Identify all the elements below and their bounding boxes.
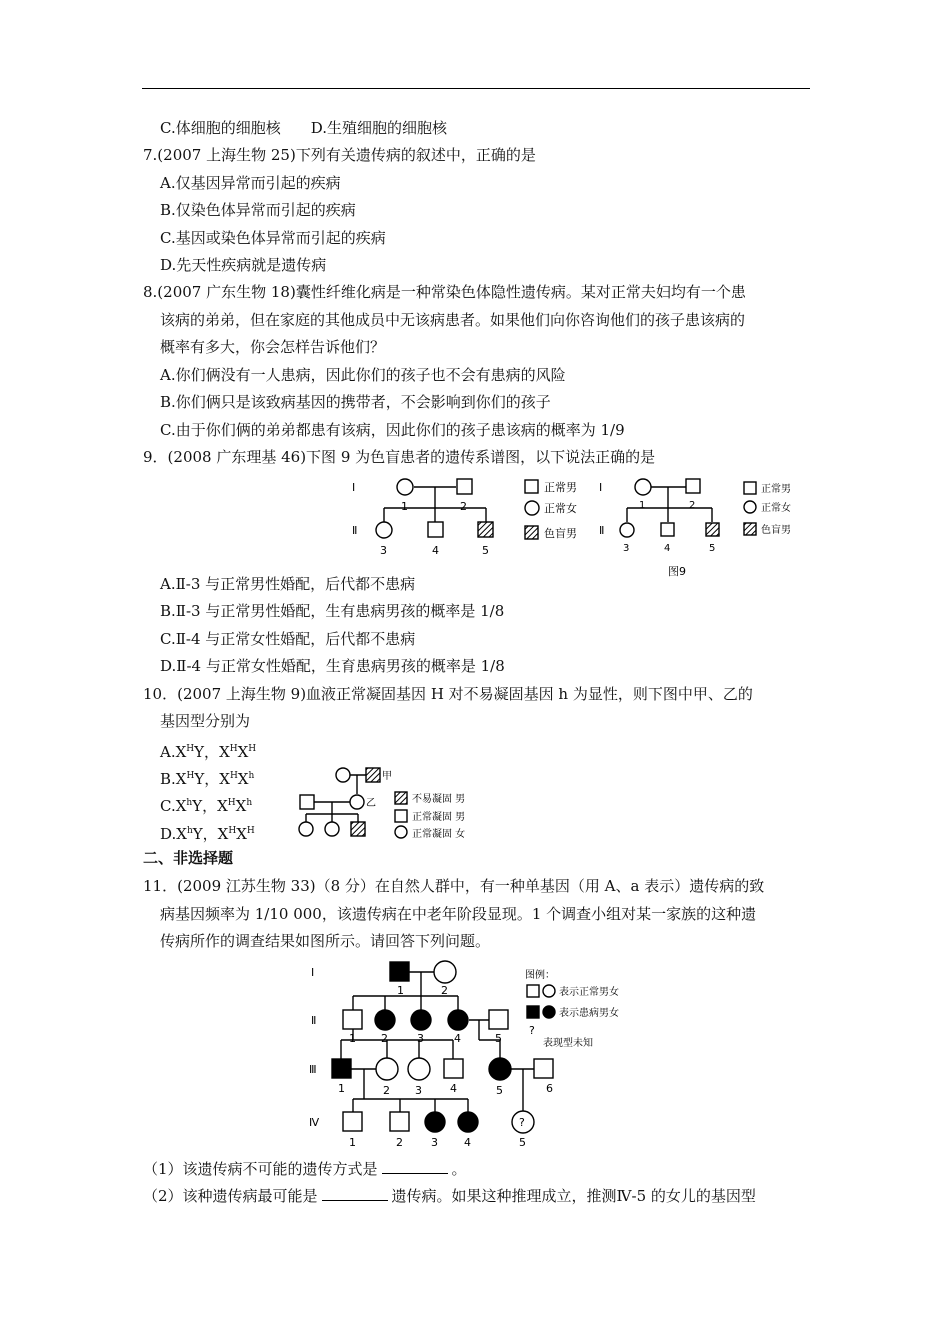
q11-sub2: （2）该种遗传病最可能是 遗传病。如果这种推理成立，推测Ⅳ-5 的女儿的基因型 bbox=[143, 1187, 756, 1205]
q7-option-c: C.基因或染色体异常而引起的疾病 bbox=[160, 229, 386, 247]
fig10-I-female bbox=[336, 768, 350, 782]
fig11-num: 5 bbox=[496, 1084, 503, 1097]
fig9-num: 2 bbox=[460, 500, 467, 513]
fig9-I1-female bbox=[397, 479, 413, 495]
fig9-num-right: 3 bbox=[623, 543, 630, 554]
fig11-num: 5 bbox=[519, 1136, 526, 1149]
fig11-IV2 bbox=[390, 1112, 409, 1131]
fig11-num: 3 bbox=[415, 1084, 422, 1097]
fig11-num: 4 bbox=[464, 1136, 471, 1149]
fig11-I1 bbox=[390, 962, 409, 981]
fig11-gen-II: Ⅱ bbox=[311, 1014, 317, 1027]
answer-blank-2[interactable] bbox=[322, 1186, 388, 1201]
q7-option-a: A.仅基因异常而引起的疾病 bbox=[160, 174, 341, 192]
fig9-II5-affected bbox=[478, 522, 493, 537]
fig9-legend-female: 正常女 bbox=[544, 502, 577, 515]
question-10-line1: 10．(2007 上海生物 9)血液正常凝固基因 H 对不易凝固基因 h 为显性，则下图中甲、乙的 bbox=[143, 685, 753, 703]
fig11-gen-IV: Ⅳ bbox=[309, 1116, 320, 1129]
header-rule bbox=[142, 88, 810, 89]
pedigree-figure-9 bbox=[346, 470, 820, 582]
fig11-II1 bbox=[343, 1010, 362, 1029]
fig11-num: 3 bbox=[417, 1032, 424, 1045]
fig9-legend-affected: 色盲男 bbox=[544, 527, 577, 540]
fig11-gen-I: Ⅰ bbox=[311, 966, 315, 979]
fig9-num-right: 1 bbox=[639, 500, 646, 511]
fig9-gen-I: Ⅰ bbox=[352, 481, 356, 494]
fig9-gen-II: Ⅱ bbox=[352, 524, 358, 537]
fig11-IV3 bbox=[425, 1112, 445, 1132]
fig11-II3 bbox=[411, 1010, 431, 1030]
fig10-legend-1: 不易凝固 男 bbox=[412, 794, 466, 805]
fig10-legend-2: 正常凝固 男 bbox=[412, 812, 466, 823]
fig11-num: 6 bbox=[546, 1082, 553, 1095]
fig11-III1 bbox=[332, 1059, 351, 1078]
fig11-num: 1 bbox=[349, 1032, 356, 1045]
fig9-legend-affected-right: 色盲男 bbox=[761, 525, 791, 536]
fig9-num: 1 bbox=[401, 500, 408, 513]
q9-option-a: A.Ⅱ-3 与正常男性婚配，后代都不患病 bbox=[160, 575, 416, 593]
question-8-line3: 概率有多大，你会怎样告诉他们？ bbox=[160, 338, 386, 356]
pedigree-figure-11 bbox=[303, 956, 655, 1151]
fig11-legend-normal: 表示正常男女 bbox=[559, 987, 619, 998]
fig11-IV1 bbox=[343, 1112, 362, 1131]
fig11-num: 4 bbox=[450, 1082, 457, 1095]
q10-option-b: $B.X^HY$，$X^HX^h$ bbox=[160, 770, 255, 788]
fig11-IV5-question: ? bbox=[519, 1116, 525, 1129]
fig11-III4 bbox=[444, 1059, 463, 1078]
fig11-legend-unknown: 表现型未知 bbox=[543, 1038, 593, 1049]
q6-options-cd: C.体细胞的细胞核 D.生殖细胞的细胞核 bbox=[160, 119, 447, 137]
fig11-num: 5 bbox=[495, 1032, 502, 1045]
fig11-gen-III: Ⅲ bbox=[309, 1063, 317, 1076]
fig11-II4 bbox=[448, 1010, 468, 1030]
fig11-num: 1 bbox=[338, 1082, 345, 1095]
q8-option-b: B.你们俩只是该致病基因的携带者，不会影响到你们的孩子 bbox=[160, 393, 551, 411]
fig11-II2 bbox=[375, 1010, 395, 1030]
fig11-num: 2 bbox=[396, 1136, 403, 1149]
question-7: 7.(2007 上海生物 25)下列有关遗传病的叙述中，正确的是 bbox=[143, 146, 536, 164]
question-8-line2: 该病的弟弟，但在家庭的其他成员中无该病患者。如果他们向你咨询他们的孩子患该病的 bbox=[160, 311, 746, 329]
fig11-III6 bbox=[534, 1059, 553, 1078]
q10-option-c: $C.X^hY$，$X^HX^h$ bbox=[160, 797, 253, 815]
fig9-num: 5 bbox=[482, 544, 489, 557]
fig11-num: 3 bbox=[431, 1136, 438, 1149]
fig9-gen-I-right: Ⅰ bbox=[599, 481, 603, 494]
fig9-num: 4 bbox=[432, 544, 439, 557]
fig11-num: 2 bbox=[441, 984, 448, 997]
fig10-II-male bbox=[300, 795, 314, 809]
fig11-legend-unknown-mark: ? bbox=[529, 1024, 535, 1037]
question-10-line2: 基因型分别为 bbox=[160, 712, 251, 730]
fig9-caption: 图9 bbox=[668, 565, 686, 578]
fig9-num-right: 4 bbox=[664, 543, 671, 554]
fig9-num-right: 5 bbox=[709, 543, 716, 554]
question-9: 9．(2008 广东理基 46)下图 9 为色盲患者的遗传系谱图，以下说法正确的是 bbox=[143, 448, 656, 466]
fig11-num: 4 bbox=[454, 1032, 461, 1045]
fig11-II5 bbox=[489, 1010, 508, 1029]
fig10-legend-3: 正常凝固 女 bbox=[412, 829, 466, 840]
question-11-line1: 11．(2009 江苏生物 33)（8 分）在自然人群中，有一种单基因（用 A、a 表示）遗传病的致 bbox=[143, 877, 765, 895]
section-2-heading: 二、非选择题 bbox=[143, 849, 234, 867]
fig11-I2 bbox=[434, 961, 456, 983]
q8-option-c: C.由于你们俩的弟弟都患有该病，因此你们的孩子患该病的概率为 1/9 bbox=[160, 421, 625, 439]
fig11-legend-title: 图例： bbox=[525, 970, 555, 981]
fig11-num: 2 bbox=[381, 1032, 388, 1045]
question-8-line1: 8.(2007 广东生物 18)囊性纤维化病是一种常染色体隐性遗传病。某对正常夫妇均有一个患 bbox=[143, 283, 746, 301]
q9-option-c: C.Ⅱ-4 与正常女性婚配，后代都不患病 bbox=[160, 630, 416, 648]
fig9-I2-male bbox=[457, 479, 472, 494]
fig11-III3 bbox=[408, 1058, 430, 1080]
q10-option-d: $D.X^hY$，$X^HX^H$ bbox=[160, 825, 255, 843]
fig9-gen-II-right: Ⅱ bbox=[599, 524, 605, 537]
q7-option-b: B.仅染色体异常而引起的疾病 bbox=[160, 201, 356, 219]
fig9-legend-male: 正常男 bbox=[544, 481, 577, 494]
fig9-II3-female bbox=[376, 522, 392, 538]
fig10-label-jia: 甲 bbox=[382, 771, 392, 782]
fig9-II4-male bbox=[428, 522, 443, 537]
q11-sub1: （1）该遗传病不可能的遗传方式是 。 bbox=[143, 1160, 467, 1178]
fig11-IV4 bbox=[458, 1112, 478, 1132]
pedigree-figure-10 bbox=[292, 764, 512, 846]
q9-option-d: D.Ⅱ-4 与正常女性婚配，生育患病男孩的概率是 1/8 bbox=[160, 657, 505, 675]
q9-option-b: B.Ⅱ-3 与正常男性婚配，生有患病男孩的概率是 1/8 bbox=[160, 602, 505, 620]
fig9-legend-male-right: 正常男 bbox=[761, 484, 791, 495]
fig9-legend-female-right: 正常女 bbox=[761, 503, 791, 514]
question-11-line3: 传病所作的调查结果如图所示。请回答下列问题。 bbox=[160, 932, 491, 950]
q8-option-a: A.你们俩没有一人患病，因此你们的孩子也不会有患病的风险 bbox=[160, 366, 566, 384]
q7-option-d: D.先天性疾病就是遗传病 bbox=[160, 256, 327, 274]
fig11-num: 1 bbox=[349, 1136, 356, 1149]
fig11-num: 1 bbox=[397, 984, 404, 997]
fig9-num-right: 2 bbox=[689, 500, 696, 511]
fig11-num: 2 bbox=[383, 1084, 390, 1097]
fig10-label-yi: 乙 bbox=[366, 798, 376, 809]
fig11-legend-affected: 表示患病男女 bbox=[559, 1008, 619, 1019]
fig10-jia bbox=[366, 768, 380, 782]
question-11-line2: 病基因频率为 1/10 000，该遗传病在中老年阶段显现。1 个调查小组对某一家族的这种遗 bbox=[160, 905, 757, 923]
fig11-III5 bbox=[489, 1058, 511, 1080]
fig11-III2 bbox=[376, 1058, 398, 1080]
answer-blank-1[interactable] bbox=[382, 1159, 448, 1174]
fig10-yi bbox=[350, 795, 364, 809]
q10-option-a: $A.X^HY$，$X^HX^H$ bbox=[160, 743, 257, 761]
fig9-num: 3 bbox=[380, 544, 387, 557]
